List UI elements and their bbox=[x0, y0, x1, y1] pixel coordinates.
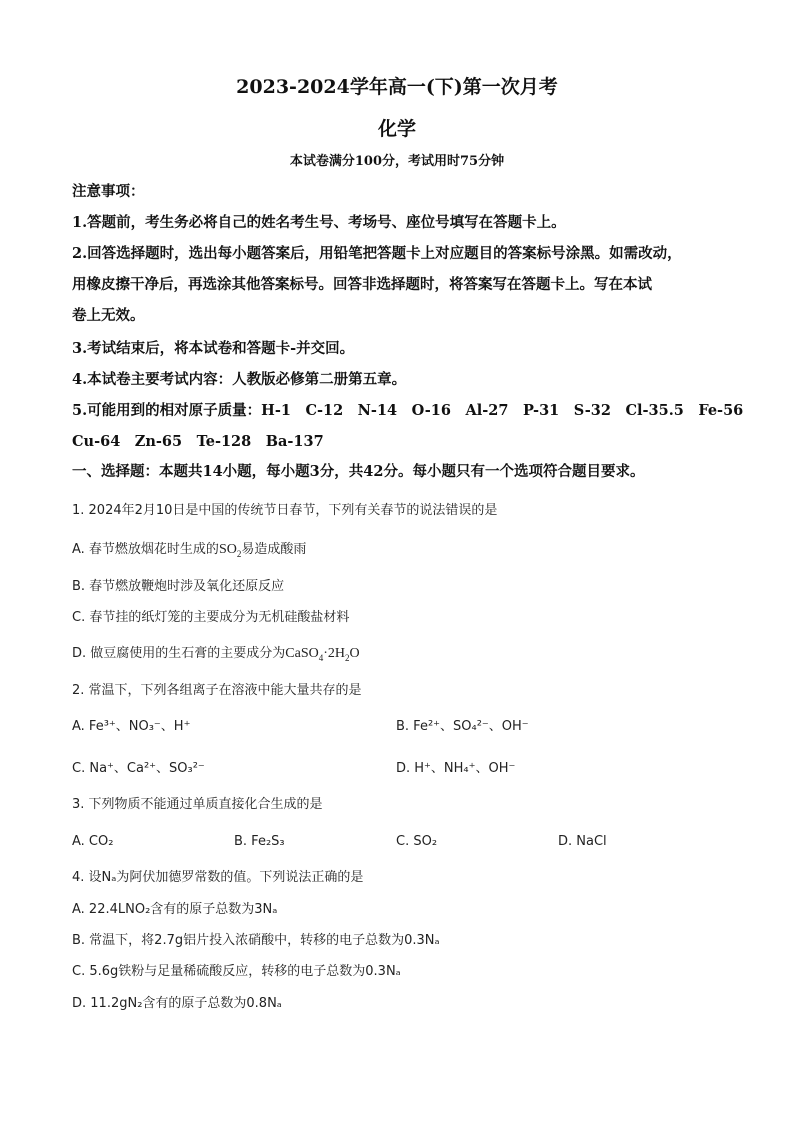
section-heading: 一、选择题：本题共14小题，每小题3分，共42分。每小题只有一个选项符合题目要求。 bbox=[72, 463, 645, 480]
question-1-option-c: C. 春节挂的纸灯笼的主要成分为无机硅酸盐材料 bbox=[72, 610, 350, 625]
formula-gypsum bbox=[285, 646, 359, 661]
formula-sub-2: 2 bbox=[345, 652, 350, 663]
question-2-option-c: C. Na⁺、Ca²⁺、SO₃²⁻ bbox=[72, 761, 205, 776]
question-4-option-c: C. 5.6g铁粉与足量稀硫酸反应，转移的电子总数为0.3Nₐ bbox=[72, 964, 401, 979]
question-3-option-d: D. NaCl bbox=[558, 834, 607, 849]
notes-heading: 注意事项： bbox=[72, 183, 145, 200]
note-1: 1.答题前，考生务必将自己的姓名考生号、考场号、座位号填写在答题卡上。 bbox=[72, 214, 566, 231]
question-2-stem: 2. 常温下，下列各组离子在溶液中能大量共存的是 bbox=[72, 683, 362, 698]
option-a-text-pre: A. 春节燃放烟花时生成的 bbox=[72, 542, 219, 557]
question-2-option-b: B. Fe²⁺、SO₄²⁻、OH⁻ bbox=[396, 719, 529, 734]
question-2-option-a: A. Fe³⁺、NO₃⁻、H⁺ bbox=[72, 719, 191, 734]
question-1-option-d bbox=[72, 645, 360, 663]
formula-so2-sub: 2 bbox=[236, 548, 242, 559]
question-4-option-d: D. 11.2gN₂含有的原子总数为0.8Nₐ bbox=[72, 996, 282, 1011]
formula-water-part: ·2H bbox=[323, 646, 346, 661]
note-2-line-1: 2.回答选择题时，选出每小题答案后，用铅笔把答题卡上对应题目的答案标号涂黑。如需改动， bbox=[72, 245, 682, 262]
question-2-option-d: D. H⁺、NH₄⁺、OH⁻ bbox=[396, 761, 516, 776]
question-3-stem: 3. 下列物质不能通过单质直接化合生成的是 bbox=[72, 797, 323, 812]
note-5-line-2: Cu-64 Zn-65 Te-128 Ba-137 bbox=[72, 433, 324, 450]
note-2-line-2: 用橡皮擦干净后，再选涂其他答案标号。回答非选择题时，将答案写在答题卡上。写在本试 bbox=[72, 276, 652, 293]
subject-title: 化学 bbox=[377, 118, 416, 140]
note-3: 3.考试结束后，将本试卷和答题卡-并交回。 bbox=[72, 340, 355, 357]
question-1-option-b: B. 春节燃放鞭炮时涉及氧化还原反应 bbox=[72, 579, 285, 594]
exam-info: 本试卷满分100分，考试用时75分钟 bbox=[289, 154, 505, 169]
note-2-line-3: 卷上无效。 bbox=[72, 307, 145, 324]
option-a-text-post: 易造成酸雨 bbox=[241, 542, 307, 557]
question-1-stem: 1. 2024年2月10日是中国的传统节日春节，下列有关春节的说法错误的是 bbox=[72, 503, 498, 518]
question-4-option-b: B. 常温下，将2.7g铝片投入浓硝酸中，转移的电子总数为0.3Nₐ bbox=[72, 933, 440, 948]
note-5-line-1: 5.可能用到的相对原子质量：H-1 C-12 N-14 O-16 Al-27 P-31 S-32 Cl-35.5 Fe-56 bbox=[72, 402, 744, 419]
option-d-text-pre: D. 做豆腐使用的生石膏的主要成分为 bbox=[72, 646, 286, 661]
exam-title: 2023-2024学年高一(下)第一次月考 bbox=[236, 76, 558, 98]
note-4: 4.本试卷主要考试内容：人教版必修第二册第五章。 bbox=[72, 371, 407, 388]
question-3-option-a: A. CO₂ bbox=[72, 834, 114, 849]
question-3-option-c: C. SO₂ bbox=[396, 834, 438, 849]
question-4-stem: 4. 设Nₐ为阿伏加德罗常数的值。下列说法正确的是 bbox=[72, 870, 364, 885]
formula-so2-base: SO bbox=[218, 542, 237, 557]
formula-so2 bbox=[219, 542, 241, 557]
question-1-option-a bbox=[72, 541, 306, 559]
formula-o: O bbox=[349, 646, 360, 661]
formula-caso: CaSO bbox=[285, 646, 319, 661]
question-4-option-a: A. 22.4LNO₂含有的原子总数为3Nₐ bbox=[72, 902, 278, 917]
formula-sub-4: 4 bbox=[318, 652, 324, 663]
question-3-option-b: B. Fe₂S₃ bbox=[234, 834, 285, 849]
